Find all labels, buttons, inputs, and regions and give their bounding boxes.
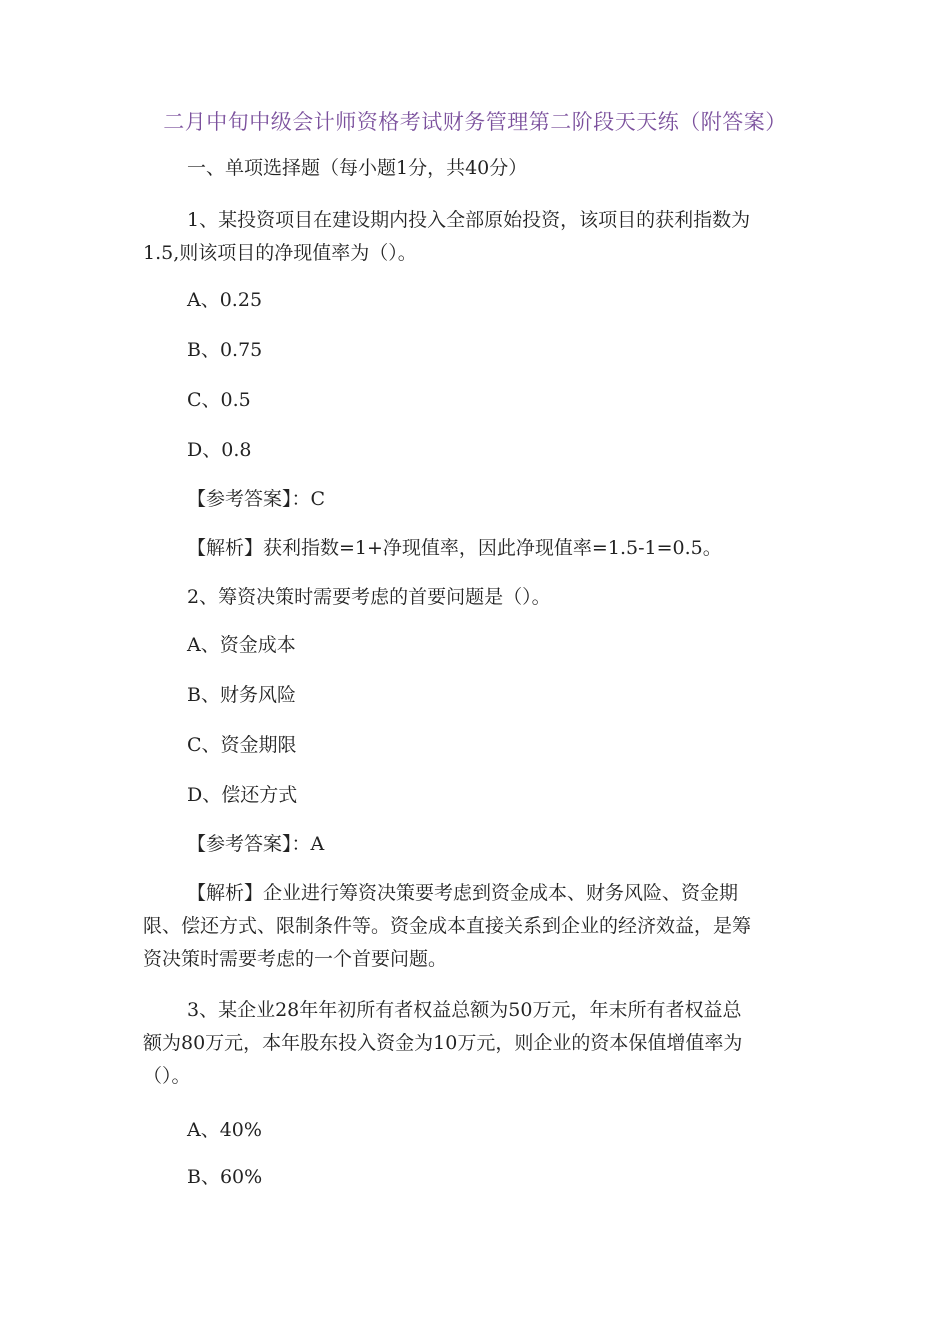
question-1-stem-line2: 1.5,则该项目的净现值率为（）。: [143, 242, 417, 264]
question-2-answer: 【参考答案】：A: [187, 833, 325, 855]
question-1-option-b: B、0.75: [187, 339, 263, 361]
section-header: 一、单项选择题（每小题1分，共40分）: [187, 157, 528, 179]
question-2-option-c: C、资金期限: [187, 734, 297, 756]
document-title: 二月中旬中级会计师资格考试财务管理第二阶段天天练（附答案）: [163, 110, 787, 134]
question-3-stem-line3: （）。: [143, 1065, 191, 1087]
question-2-analysis-line1: 【解析】企业进行筹资决策要考虑到资金成本、财务风险、资金期: [187, 882, 739, 904]
question-1-option-a: A、0.25: [187, 289, 263, 311]
question-1-option-d: D、0.8: [187, 439, 252, 461]
question-3-option-a: A、40%: [187, 1119, 262, 1141]
question-2-option-a: A、资金成本: [187, 634, 296, 656]
question-1-answer: 【参考答案】：C: [187, 488, 326, 510]
question-2-analysis-line2: 限、偿还方式、限制条件等。资金成本直接关系到企业的经济效益，是筹: [143, 915, 752, 937]
question-2-option-b: B、财务风险: [187, 684, 296, 706]
question-1-stem-line1: 1、某投资项目在建设期内投入全部原始投资，该项目的获利指数为: [187, 209, 751, 231]
question-2-stem: 2、筹资决策时需要考虑的首要问题是（）。: [187, 586, 551, 608]
question-1-analysis: 【解析】获利指数=1+净现值率，因此净现值率=1.5-1=0.5。: [187, 537, 722, 559]
question-3-option-b: B、60%: [187, 1166, 263, 1188]
question-3-stem-line1: 3、某企业28年年初所有者权益总额为50万元，年末所有者权益总: [187, 999, 742, 1021]
question-1-option-c: C、0.5: [187, 389, 251, 411]
question-2-analysis-line3: 资决策时需要考虑的一个首要问题。: [143, 948, 448, 970]
question-3-stem-line2: 额为80万元，本年股东投入资金为10万元，则企业的资本保值增值率为: [143, 1032, 743, 1054]
question-2-option-d: D、偿还方式: [187, 784, 298, 806]
